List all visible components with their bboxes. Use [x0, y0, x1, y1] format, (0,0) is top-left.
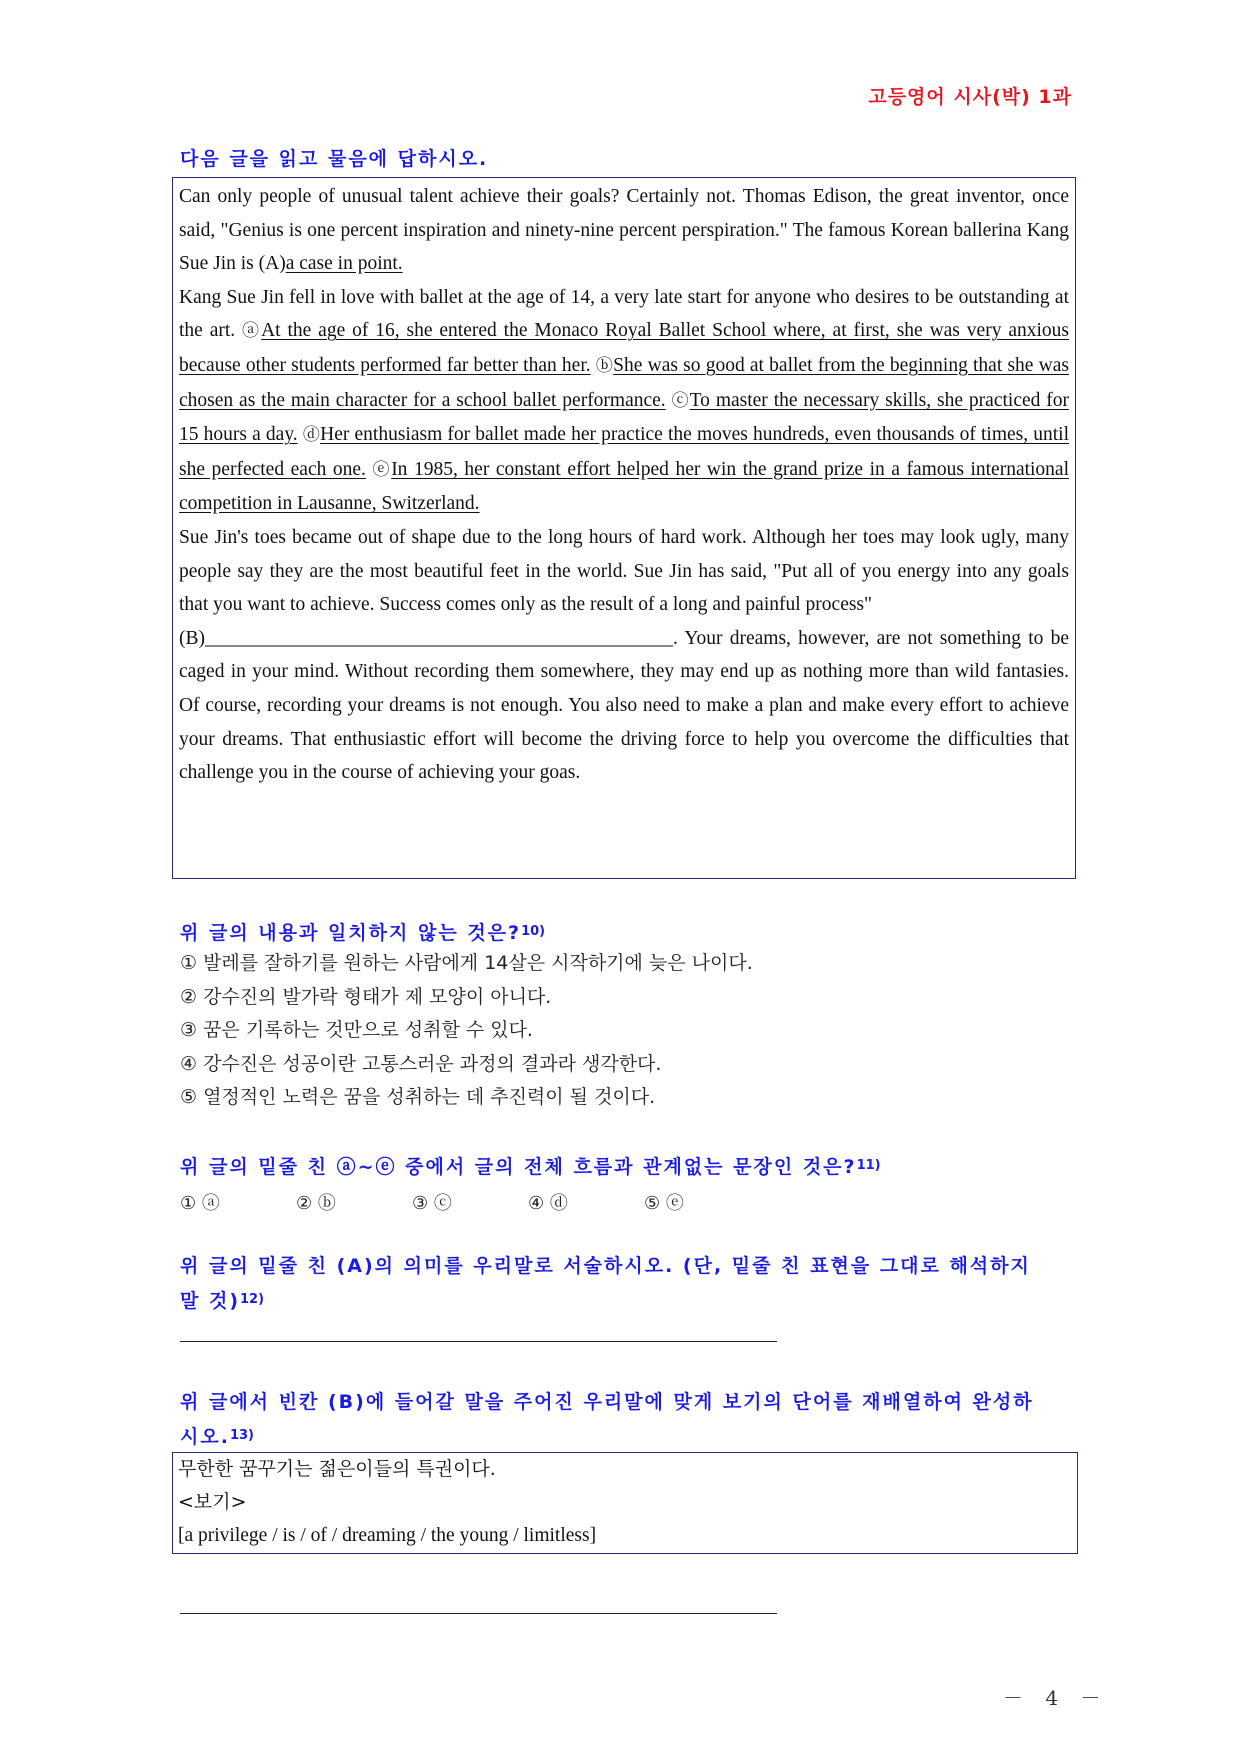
question-12-heading [180, 1250, 1031, 1318]
paragraph-text: . Your dreams, however, are not something to be caged in your mind. Without recording them somewhere, they may end up as nothing more than wild fantasies. Of course, recording your dreams is not enough. You also need to make a plan and make every effort to achieve your dreams. That enthusiastic effort will become the driving force to help you overcome the difficulties that challenge you in the course of achieving your goas. [179, 627, 1069, 784]
footnote-ref: 11) [856, 1158, 881, 1173]
marker-b: ⓑ [595, 355, 614, 376]
footnote-ref: 13) [229, 1428, 254, 1443]
question-text-line-2 [180, 1419, 1034, 1454]
choice-4[interactable]: ④ ⓓ [528, 1193, 568, 1214]
marker-e: ⓔ [372, 459, 392, 480]
question-text: 위 글의 내용과 일치하지 않는 것은? [180, 922, 522, 944]
example-box [172, 1452, 1078, 1554]
choice-1[interactable]: ① ⓐ [180, 1193, 220, 1214]
choice-3[interactable]: ③ ⓒ [412, 1193, 452, 1214]
word-bank: [a privilege / is / of / dreaming / the young / limitless] [178, 1525, 597, 1546]
question-text: 말 것) [180, 1290, 241, 1312]
passage-box [172, 177, 1076, 879]
passage-paragraph-1 [179, 180, 1069, 281]
blank-label-b: (B) [179, 627, 205, 649]
choice-1[interactable]: ① 발레를 잘하기를 원하는 사람에게 14살은 시작하기에 늦은 나이다. [180, 952, 753, 974]
underlined-sentence-c: To master the necessary skills, she practiced for 15 hours a day. [179, 389, 1070, 446]
instruction-heading: 다음 글을 읽고 물음에 답하시오. [180, 148, 489, 170]
answer-line-q13[interactable] [180, 1613, 777, 1614]
passage-paragraph-3: Sue Jin's toes became out of shape due to the long hours of hard work. Although her toes may look ugly, many people say they are the most beautiful feet in the world. Sue Jin has said, "Put all of you energy into any goals that you want to achieve. Success comes only as the result of a long and painful process" [179, 526, 1069, 616]
passage-paragraph-4 [179, 622, 1069, 790]
blank-b[interactable]: ________________________________________________ [205, 627, 673, 649]
choice-5[interactable]: ⑤ ⓔ [644, 1193, 684, 1214]
underlined-sentence-e: In 1985, her constant effort helped her win the grand prize in a famous international competition in Lausanne, Switzerland. [179, 458, 1070, 515]
choice-4[interactable]: ④ 강수진은 성공이란 고통스러운 과정의 결과라 생각한다. [180, 1052, 662, 1075]
question-text-line-1: 위 글에서 빈칸 (B)에 들어갈 말을 주어진 우리말에 맞게 보기의 단어를 재배열하여 완성하 [180, 1391, 1034, 1413]
choice-2[interactable]: ② 강수진의 발가락 형태가 제 모양이 아니다. [180, 985, 552, 1008]
course-title: 고등영어 시사(박) 1과 [868, 86, 1072, 108]
choice-2[interactable]: ② ⓑ [296, 1193, 336, 1214]
marker-d: ⓓ [302, 425, 321, 446]
page-number: － 4 － [1003, 1686, 1109, 1710]
marker-a: ⓐ [242, 321, 262, 342]
underlined-sentence-a: At the age of 16, she entered the Monaco Royal Ballet School where, at first, she was very anxious because other students performed far better than her. [179, 320, 1069, 376]
question-11-choices [180, 1189, 760, 1215]
question-text: 위 글의 밑줄 친 ⓐ~ⓔ 중에서 글의 전체 흐름과 관계없는 문장인 것은? [180, 1156, 857, 1178]
underlined-phrase-a: a case in point. [285, 253, 403, 275]
paragraph-text: Can only people of unusual talent achieve their goals? Certainly not. Thomas Edison, the great inventor, once said, "Genius is one percent inspiration and ninety-nine percent perspiration." The famous Korean ballerina Kang Sue Jin is (A) [179, 186, 1069, 275]
question-11-heading [180, 1149, 881, 1184]
question-text-line-2 [180, 1283, 1031, 1318]
question-10-choices [180, 947, 753, 1115]
paragraph-text: Kang Sue Jin fell in love with ballet at the age of 14, a very late start for anyone who desires to be outstanding at the art. [179, 286, 1069, 342]
footnote-ref: 12) [240, 1292, 265, 1307]
question-10-heading [180, 915, 545, 950]
korean-prompt: 무한한 꿈꾸기는 젊은이들의 특권이다. [178, 1458, 496, 1480]
choice-5[interactable]: ⑤ 열정적인 노력은 꿈을 성취하는 데 추진력이 될 것이다. [180, 1086, 656, 1108]
passage-paragraph-2 [179, 281, 1069, 521]
question-13-heading [180, 1386, 1034, 1454]
question-text: 시오. [180, 1426, 230, 1448]
reading-passage [179, 180, 1069, 790]
example-label: <보기> [178, 1491, 247, 1513]
underlined-sentence-b: She was so good at ballet from the beginning that she was chosen as the main character for a school ballet performance. [179, 354, 1069, 411]
underlined-sentence-d: Her enthusiasm for ballet made her practice the moves hundreds, even thousands of times, until she perfected each one. [179, 424, 1070, 480]
answer-line-q12[interactable] [180, 1341, 777, 1342]
marker-c: ⓒ [671, 390, 690, 411]
choice-3[interactable]: ③ 꿈은 기록하는 것만으로 성취할 수 있다. [180, 1019, 533, 1041]
question-text-line-1: 위 글의 밑줄 친 (A)의 의미를 우리말로 서술하시오. (단, 밑줄 친 표현을 그대로 해석하지 [180, 1255, 1031, 1277]
footnote-ref: 10) [521, 924, 546, 939]
